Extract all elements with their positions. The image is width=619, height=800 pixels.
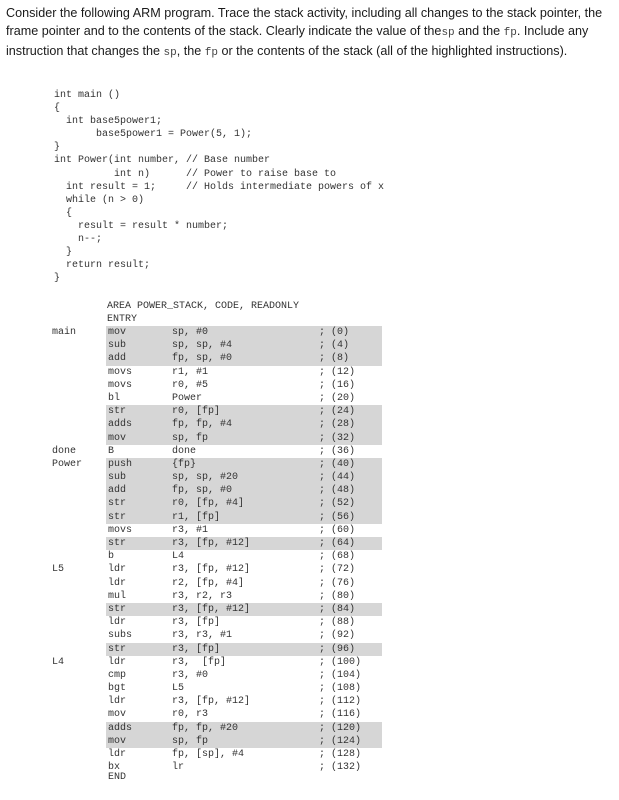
instruction-operands: r0, r3 — [172, 709, 209, 721]
instruction-comment: ; (120) — [319, 722, 362, 734]
instruction-operands: r3, [fp] — [172, 617, 221, 629]
instruction-comment: ; (88) — [319, 617, 356, 629]
instruction-opcode: b — [108, 551, 115, 563]
instruction-label: done — [52, 445, 77, 457]
code-line: } — [54, 273, 61, 285]
instruction-comment: ; (104) — [319, 669, 362, 681]
instruction-row — [52, 379, 382, 392]
instruction-label: main — [52, 327, 77, 338]
instruction-opcode: ldr — [108, 696, 127, 708]
instruction-opcode: movs — [108, 524, 133, 536]
code-line: int result = 1; // Holds intermediate powers of x — [54, 181, 385, 193]
instruction-operands: r1, [fp] — [172, 511, 221, 523]
instruction-operands: lr — [172, 762, 185, 774]
instruction-comment: ; (56) — [319, 511, 356, 523]
highlighted-instruction-row — [52, 326, 382, 339]
instruction-row — [52, 577, 382, 590]
instruction-operands: r3, #1 — [172, 524, 209, 536]
assembly-header — [107, 300, 299, 326]
highlighted-instruction-row — [52, 603, 382, 616]
instruction-comment: ; (132) — [319, 762, 362, 774]
instruction-opcode: add — [108, 485, 127, 497]
instruction-row — [52, 682, 382, 695]
code-line: int main () — [54, 90, 121, 101]
highlighted-instruction-row — [52, 418, 382, 431]
instruction-label: Power — [52, 458, 83, 470]
instruction-opcode: adds — [108, 419, 133, 431]
highlighted-instruction-row — [52, 643, 382, 656]
instruction-opcode: bl — [108, 392, 121, 404]
instruction-opcode: sub — [108, 340, 127, 352]
instruction-comment: ; (64) — [319, 538, 356, 549]
instruction-comment: ; (72) — [319, 564, 356, 576]
instruction-comment: ; (96) — [319, 643, 356, 655]
instruction-operands: r3, #0 — [172, 669, 209, 681]
instruction-operands: sp, sp, #20 — [172, 472, 239, 484]
highlighted-instruction-row — [52, 497, 382, 510]
instruction-opcode: ldr — [108, 577, 127, 589]
instruction-operands: r3, r3, #1 — [172, 630, 233, 642]
instruction-comment: ; (116) — [319, 709, 362, 721]
instruction-opcode: str — [108, 643, 127, 655]
instruction-row — [52, 366, 382, 379]
instruction-operands: sp, fp — [172, 735, 209, 747]
fp-term: fp — [503, 27, 517, 39]
code-line: int n) // Power to raise base to — [54, 168, 337, 180]
instruction-operands: fp, fp, #4 — [172, 419, 233, 431]
instruction-operands: fp, fp, #20 — [172, 722, 239, 734]
instruction-comment: ; (32) — [319, 432, 356, 444]
instruction-comment: ; (40) — [319, 458, 356, 470]
instruction-comment: ; (16) — [319, 379, 356, 391]
question-text — [6, 4, 614, 62]
instruction-opcode: str — [108, 538, 127, 549]
instruction-operands: sp, fp — [172, 432, 209, 444]
instruction-operands: sp, #0 — [172, 327, 209, 338]
code-line: result = result * number; — [54, 220, 229, 232]
c-source-code — [54, 89, 384, 285]
code-line: return result; — [54, 260, 151, 272]
assembly-header-line: ENTRY — [107, 314, 138, 326]
instruction-comment: ; (52) — [319, 498, 356, 510]
instruction-label: L5 — [52, 564, 65, 576]
instruction-opcode: sub — [108, 472, 127, 484]
code-line: { — [54, 207, 73, 219]
code-line: base5power1 = Power(5, 1); — [54, 129, 253, 141]
instruction-operands: done — [172, 445, 197, 457]
instruction-comment: ; (44) — [319, 472, 356, 484]
instruction-operands: {fp} — [172, 458, 197, 470]
code-line: } — [54, 142, 61, 154]
instruction-comment: ; (48) — [319, 485, 356, 497]
instruction-row — [52, 616, 382, 629]
question-part-5: or the contents of the stack (all of the highlighted instructions). — [217, 44, 568, 58]
instruction-row — [52, 590, 382, 603]
instruction-operands: r3, [fp] — [172, 656, 227, 668]
instruction-opcode: str — [108, 406, 127, 418]
sp-term: sp — [163, 47, 177, 59]
instruction-opcode: adds — [108, 722, 133, 734]
code-line: while (n > 0) — [54, 194, 145, 206]
instruction-opcode: str — [108, 498, 127, 510]
instruction-comment: ; (128) — [319, 749, 362, 760]
highlighted-instruction-row — [52, 352, 382, 365]
instruction-row — [52, 695, 382, 708]
instruction-row — [52, 445, 382, 458]
instruction-operands: r2, [fp, #4] — [172, 577, 245, 589]
instruction-opcode: B — [108, 445, 115, 457]
instruction-comment: ; (108) — [319, 683, 362, 695]
instruction-opcode: movs — [108, 379, 133, 391]
highlighted-instruction-row — [52, 722, 382, 735]
question-part-4: , the — [176, 44, 205, 58]
instruction-opcode: mov — [108, 735, 127, 747]
instruction-comment: ; (100) — [319, 656, 362, 668]
highlighted-instruction-row — [52, 432, 382, 445]
instruction-comment: ; (84) — [319, 603, 356, 615]
instruction-operands: r3, [fp, #12] — [172, 538, 251, 549]
instruction-opcode: movs — [108, 366, 133, 378]
instruction-opcode: mov — [108, 432, 127, 444]
assembly-header-line: AREA POWER_STACK, CODE, READONLY — [107, 301, 300, 312]
code-line: int base5power1; — [54, 116, 163, 128]
code-line: n--; — [54, 234, 103, 246]
instruction-comment: ; (36) — [319, 445, 356, 457]
instruction-opcode: mov — [108, 709, 127, 721]
instruction-opcode: bx — [108, 762, 121, 774]
instruction-comment: ; (12) — [319, 366, 356, 378]
instruction-opcode: mov — [108, 327, 127, 338]
instruction-opcode: cmp — [108, 669, 127, 681]
instruction-comment: ; (68) — [319, 551, 356, 563]
instruction-row — [52, 761, 382, 774]
instruction-operands: r3, r2, r3 — [172, 590, 233, 602]
instruction-row — [52, 392, 382, 405]
instruction-row — [52, 708, 382, 721]
instruction-operands: r3, [fp, #12] — [172, 696, 251, 708]
instruction-opcode: add — [108, 353, 127, 365]
instruction-comment: ; (76) — [319, 577, 356, 589]
assembly-end: END — [108, 772, 127, 783]
instruction-opcode: bgt — [108, 683, 127, 695]
instruction-row — [52, 748, 382, 761]
instruction-comment: ; (92) — [319, 630, 356, 642]
highlighted-instruction-row — [52, 484, 382, 497]
sp-term: sp — [441, 27, 455, 39]
code-line: int Power(int number, // Base number — [54, 155, 271, 167]
code-line: { — [54, 103, 61, 115]
instruction-operands: L5 — [172, 683, 185, 695]
question-part-2: and the — [454, 24, 504, 38]
instruction-row — [52, 563, 382, 576]
instruction-operands: r0, [fp] — [172, 406, 221, 418]
instruction-comment: ; (0) — [319, 327, 350, 338]
instruction-operands: r3, [fp, #12] — [172, 564, 251, 576]
instruction-operands: fp, sp, #0 — [172, 353, 233, 365]
instruction-operands: r3, [fp, #12] — [172, 603, 251, 615]
instruction-opcode: ldr — [108, 617, 127, 629]
instruction-opcode: str — [108, 511, 127, 523]
code-line: } — [54, 247, 73, 259]
instruction-row — [52, 656, 382, 669]
instruction-opcode: mul — [108, 590, 127, 602]
instruction-operands: fp, [sp], #4 — [172, 749, 245, 760]
instruction-row — [52, 524, 382, 537]
instruction-comment: ; (124) — [319, 735, 362, 747]
instruction-comment: ; (8) — [319, 353, 350, 365]
instruction-row — [52, 629, 382, 642]
instruction-comment: ; (60) — [319, 524, 356, 536]
instruction-operands: fp, sp, #0 — [172, 485, 233, 497]
instruction-opcode: subs — [108, 630, 133, 642]
instruction-comment: ; (112) — [319, 696, 362, 708]
question-part-1: Consider the following ARM program. Trace the stack activity, including all changes to the stack pointer, the frame pointer and to the contents of the stack. Clearly indicate the value of the — [6, 6, 603, 38]
instruction-row — [52, 669, 382, 682]
instruction-operands: r1, #1 — [172, 366, 209, 378]
instruction-operands: r0, [fp, #4] — [172, 498, 245, 510]
assembly-listing — [52, 326, 382, 774]
instruction-opcode: push — [108, 458, 133, 470]
highlighted-instruction-row — [52, 339, 382, 352]
instruction-operands: r3, [fp] — [172, 643, 221, 655]
instruction-opcode: str — [108, 603, 127, 615]
instruction-comment: ; (28) — [319, 419, 356, 431]
instruction-opcode: ldr — [108, 564, 127, 576]
highlighted-instruction-row — [52, 735, 382, 748]
instruction-opcode: ldr — [108, 749, 127, 760]
instruction-label: L4 — [52, 656, 65, 668]
instruction-row — [52, 550, 382, 563]
instruction-operands: Power — [172, 392, 203, 404]
instruction-comment: ; (24) — [319, 406, 356, 418]
fp-term: fp — [204, 47, 218, 59]
highlighted-instruction-row — [52, 537, 382, 550]
instruction-comment: ; (4) — [319, 340, 350, 352]
highlighted-instruction-row — [52, 405, 382, 418]
instruction-operands: r0, #5 — [172, 379, 209, 391]
highlighted-instruction-row — [52, 471, 382, 484]
instruction-comment: ; (20) — [319, 392, 356, 404]
highlighted-instruction-row — [52, 511, 382, 524]
instruction-comment: ; (80) — [319, 590, 356, 602]
instruction-operands: sp, sp, #4 — [172, 340, 233, 352]
question-part-3: . Include any instruction that changes the — [6, 24, 589, 58]
instruction-operands: L4 — [172, 551, 185, 563]
instruction-opcode: ldr — [108, 656, 127, 668]
highlighted-instruction-row — [52, 458, 382, 471]
